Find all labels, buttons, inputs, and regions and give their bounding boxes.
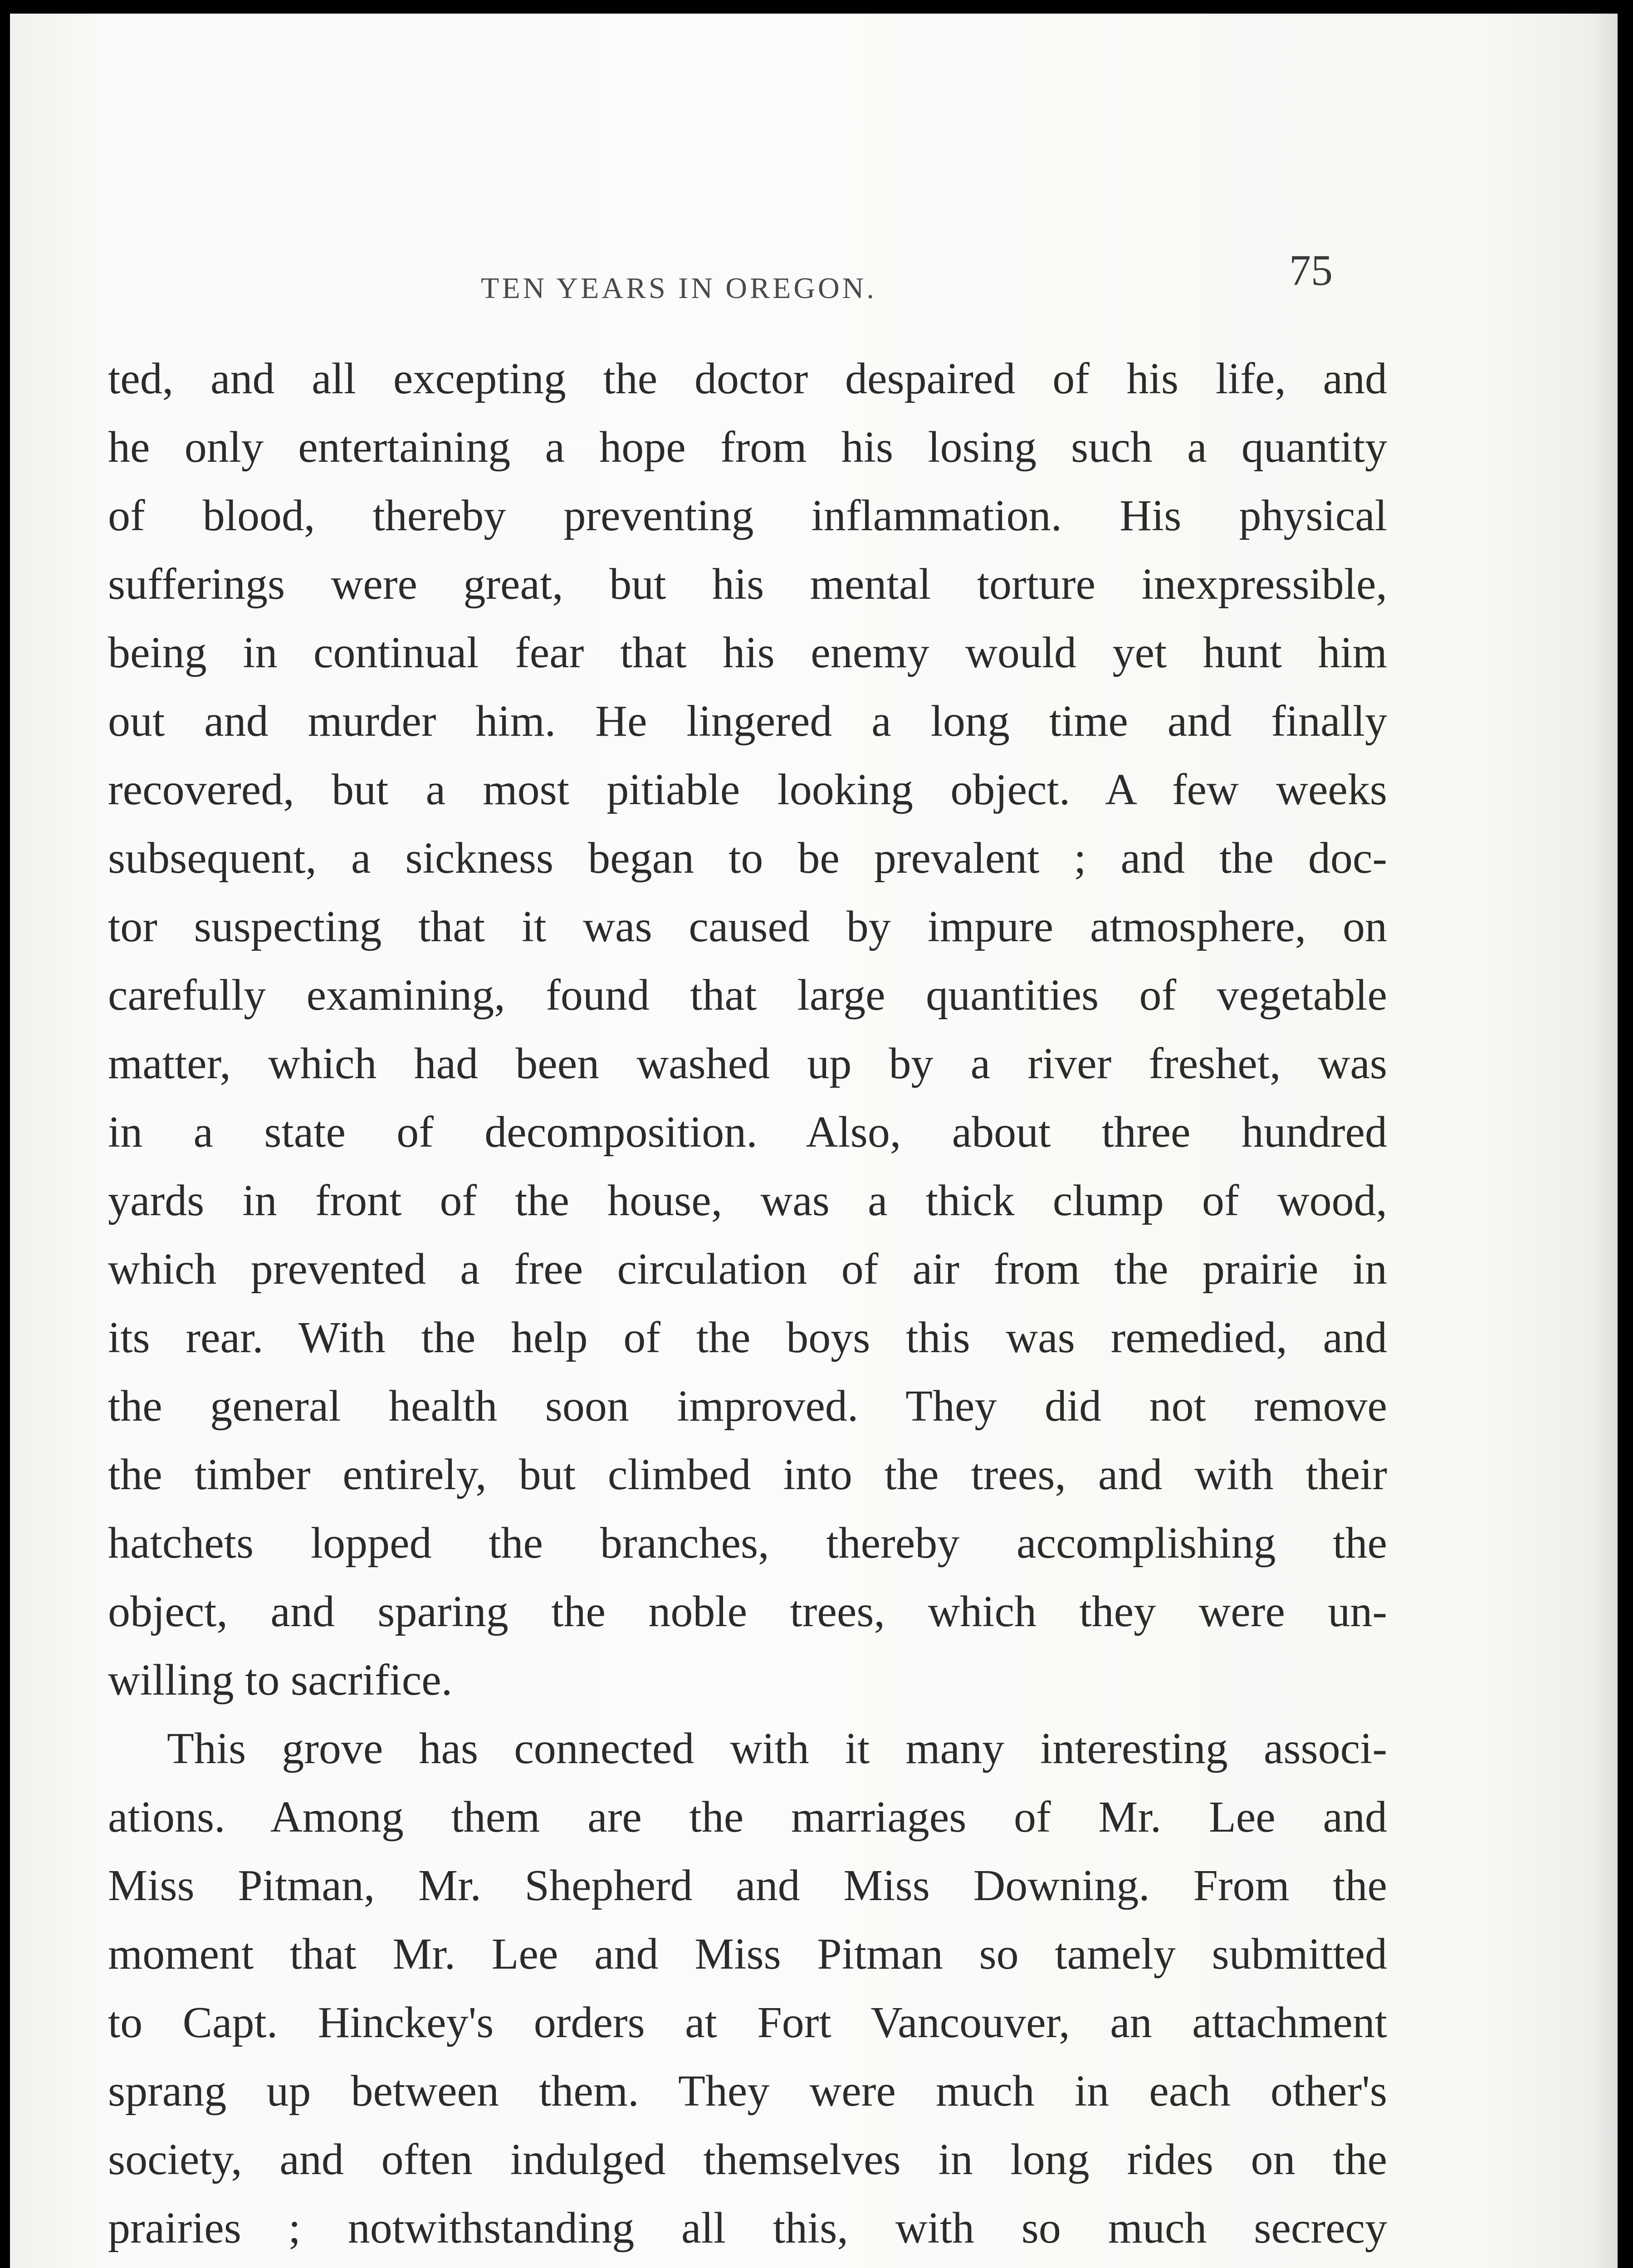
text-line: willing to sacrifice. [108, 1656, 453, 1705]
text-line: moment that Mr. Lee and Miss Pitman so tamely submitted [108, 1930, 1387, 1979]
text-line: carefully examining, found that large quantities of vegetable [108, 971, 1387, 1020]
text-line: tor suspecting that it was caused by impure atmosphere, on [108, 902, 1387, 951]
text-line: being in continual fear that his enemy would yet hunt him [108, 628, 1387, 677]
text-line: ted, and all excepting the doctor despaired of his life, and [108, 354, 1387, 403]
text-line: the general health soon improved. They did not remove [108, 1382, 1387, 1431]
text-line: sprang up between them. They were much in each other's [108, 2067, 1387, 2116]
text-line: prairies ; notwithstanding all this, with so much secrecy [108, 2204, 1387, 2253]
text-line: its rear. With the help of the boys this was remedied, and [108, 1313, 1387, 1362]
text-line: yards in front of the house, was a thick clump of wood, [108, 1176, 1387, 1225]
text-line: subsequent, a sickness began to be prevalent ; and the doc- [108, 834, 1387, 883]
text-line: object, and sparing the noble trees, which they were un- [108, 1587, 1387, 1636]
text-line: out and murder him. He lingered a long time and finally [108, 697, 1387, 746]
text-line: sufferings were great, but his mental torture inexpressible, [108, 560, 1387, 609]
page-number: 75 [1289, 246, 1333, 294]
text-line: This grove has connected with it many interesting associ- [167, 1724, 1387, 1773]
text-line: of blood, thereby preventing inflammation. His physical [108, 491, 1387, 540]
text-line: to Capt. Hinckey's orders at Fort Vancouver, an attachment [108, 1998, 1387, 2047]
text-line: matter, which had been washed up by a river freshet, was [108, 1039, 1387, 1088]
page-edge-shadow [1590, 14, 1618, 2268]
text-line: recovered, but a most pitiable looking object. A few weeks [108, 765, 1387, 814]
text-line: Miss Pitman, Mr. Shepherd and Miss Downing. From the [108, 1861, 1387, 1910]
running-head: TEN YEARS IN OREGON. [481, 272, 877, 305]
text-line: he only entertaining a hope from his losing such a quantity [108, 423, 1387, 472]
text-line: the timber entirely, but climbed into the trees, and with their [108, 1450, 1387, 1499]
text-line: hatchets lopped the branches, thereby accomplishing the [108, 1519, 1387, 1568]
text-line: in a state of decomposition. Also, about three hundred [108, 1108, 1387, 1157]
text-line [108, 2263, 1387, 2268]
text-line: ations. Among them are the marriages of Mr. Lee and [108, 1793, 1387, 1842]
text-line: society, and often indulged themselves in long rides on the [108, 2135, 1387, 2184]
body-text [108, 345, 1387, 2268]
text-line: which prevented a free circulation of air from the prairie in [108, 1245, 1387, 1294]
